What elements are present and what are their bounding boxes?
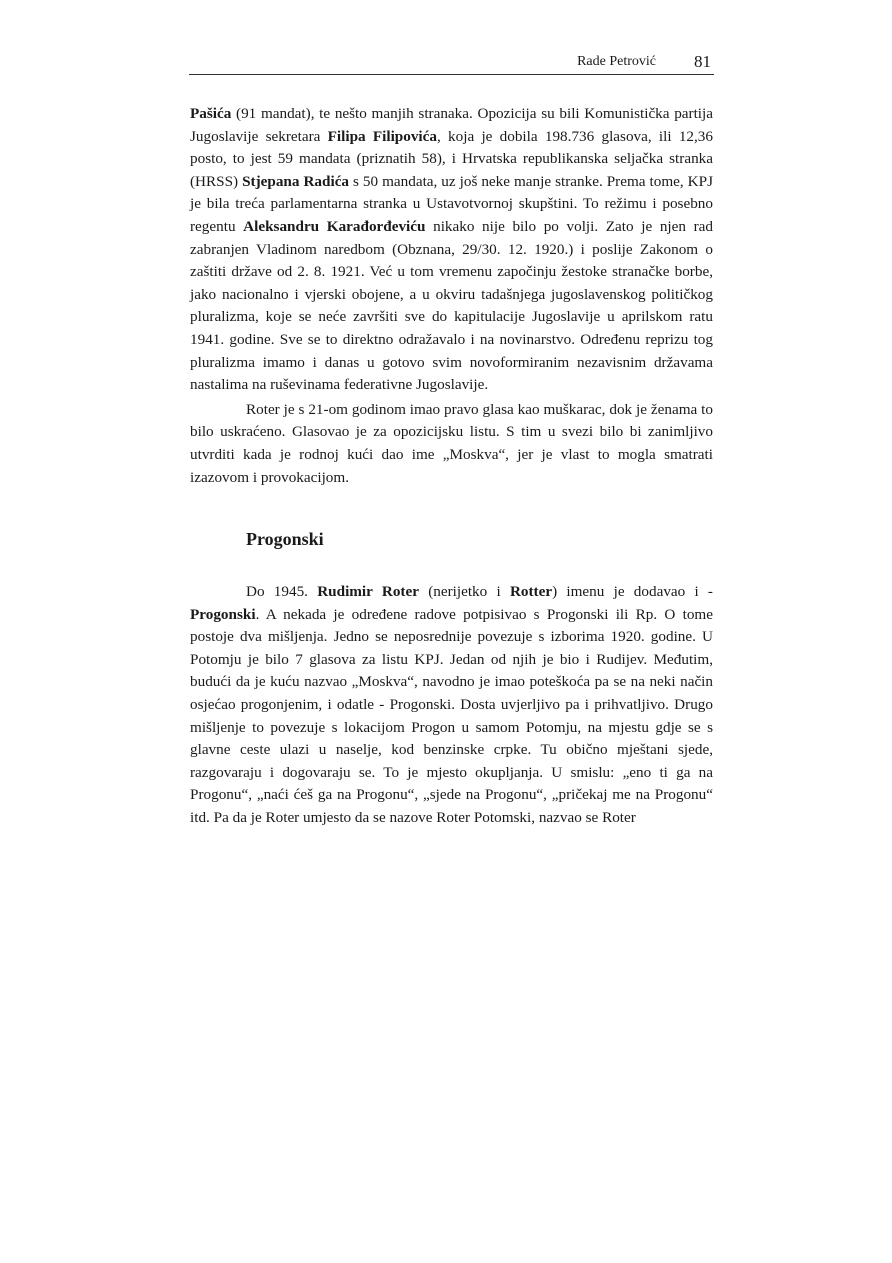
text-run: (91 mandat), te nešto manjih stranaka. Opozicija su bili Komunistička partija Jugoslavije sekretara bbox=[190, 105, 713, 145]
bold-name: Rotter bbox=[509, 583, 553, 601]
text-run: , koja je dobila 198.736 glasova, ili 12,36 posto, to jest 59 mandata (priznatih 58), i Hrvatska republikanska seljačka stranka (HRSS) bbox=[190, 127, 713, 190]
text-run: nikako nije bilo po volji. Zato je njen rad zabranjen Vladinom naredbom (Obznana, 29/30. 12. 1920.) i poslije Zakonom o zaštiti države od 2. 8. 1921. Već u tom vremenu započinju žestoke stranačke borbe, jako nacionalno i vjerski obojene, a u okviru tadašnjega jugoslavenskog političkog pluralizma, koje se neće završiti sve do kapitulacije Jugoslavije u aprilskom ratu 1941. godine. Sve se to direktno odražavalo i na novinarstvo. Određenu reprizu tog pluralizma imamo i danas u gotovo svim novoformiranim nezavisnim državama nastalima na ruševinama federativne Jugoslavije. bbox=[190, 217, 713, 394]
bold-name: Filipa Filipovića bbox=[327, 127, 437, 145]
bold-name: Pašića bbox=[190, 105, 232, 122]
running-header bbox=[189, 52, 714, 75]
paragraph-2 bbox=[190, 399, 713, 489]
page-number: 81 bbox=[694, 52, 711, 71]
text-run: . A nekada je određene radove potpisivao s Progonski ili Rp. O tome postoje dva mišljenja. Jedno se neposrednije povezuje s izborima 1920. godine. U Potomju je bilo 7 glasova za listu KPJ. Jedan od njih je bio i Rudijev. Međutim, budući da je kuću nazvao „Moskva“, navodno je imao poteškoća pa se na neki način osjećao progonjenim, i odatle - Progonski. Dosta uvjerljivo pa i prihvatljivo. Drugo mišljenje to povezuje s lokacijom Progon u samom Potomju, na mjestu gdje se s glavne ceste ulazi u naselje, kod benzinske crpke. Tu obično mještani sjede, razgovaraju i dogovaraju se. To je mjesto okupljanja. U smislu: „eno ti ga na Progonu“, „naći ćeš ga na Progonu“, „sjede na Progonu“, „pričekaj me na Progonu“ itd. Pa da je Roter umjesto da se nazove Roter Potomski, nazvao se Roter bbox=[190, 605, 713, 827]
text-run: Do 1945. bbox=[246, 583, 318, 601]
text-run: ) imenu je dodavao i - bbox=[552, 583, 713, 601]
text-run: s 50 mandata, uz još neke manje stranke. Prema tome, KPJ je bila treća parlamentarna stranka u Ustavotvornoj skupštini. To režimu i posebno regentu bbox=[190, 172, 713, 235]
header-author: Rade Petrović bbox=[577, 54, 656, 69]
text-run: (nerijetko i bbox=[418, 583, 510, 601]
body-text bbox=[190, 103, 713, 830]
section-heading: Progonski bbox=[246, 529, 324, 550]
bold-name: Stjepana Radića bbox=[242, 172, 350, 190]
bold-name: Rudimir Roter bbox=[317, 583, 419, 601]
bold-name: Progonski bbox=[190, 605, 256, 623]
paragraph-3 bbox=[190, 581, 713, 830]
paragraph-1 bbox=[190, 103, 713, 397]
bold-name: Aleksandru Karađorđeviću bbox=[243, 217, 426, 235]
text-run: Roter je s 21-om godinom imao pravo glasa kao muškarac, dok je ženama to bilo uskraćeno. Glasovao je za opozicijsku listu. S tim u svezi bilo bi zanimljivo utvrditi kada je rodnoj kući dao ime „Moskva“, jer je vlast to mogla smatrati izazovom i provokacijom. bbox=[190, 400, 713, 486]
